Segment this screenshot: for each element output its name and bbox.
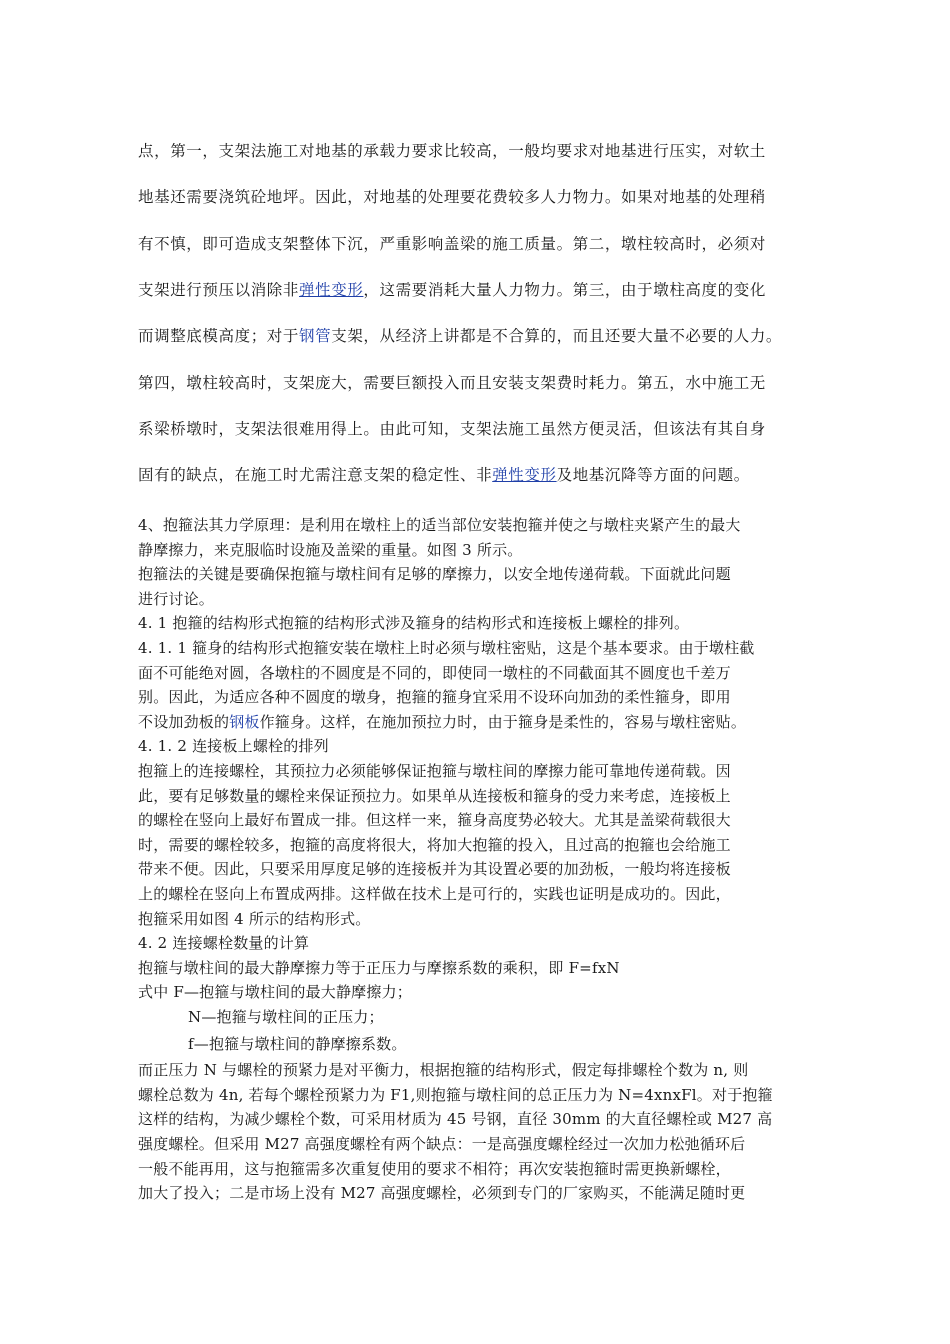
text-line (138, 514, 741, 535)
text-line (138, 1084, 773, 1105)
text-line (138, 588, 214, 609)
text-run: 时，需要的螺栓较多，抱箍的高度将很大，将加大抱箍的投入，且过高的抱箍也会给施工 (138, 835, 731, 854)
text-run: 这样的结构，为减少螺栓个数，可采用材质为 45 号钢，直径 30mm 的大直径螺栓或 M27 高 (138, 1110, 773, 1129)
text-line (138, 834, 731, 855)
text-line (138, 1133, 745, 1154)
text-run: 作箍身。这样，在施加预拉力时，由于箍身是柔性的，容易与墩柱密贴。 (259, 712, 747, 731)
text-run: 固有的缺点，在施工时尤需注意支架的稳定性、非 (138, 466, 493, 485)
text-line (188, 1006, 384, 1027)
text-line (138, 278, 766, 300)
text-line (138, 711, 746, 732)
text-run: 一般不能再用，这与抱箍需多次重复使用的要求不相符；再次安装抱箍时需更换新螺栓， (138, 1159, 731, 1178)
term-link[interactable]: 弹性变形 (492, 466, 557, 485)
text-line (138, 932, 309, 953)
text-run: N—抱箍与墩柱间的正压力； (188, 1008, 384, 1026)
text-line (138, 785, 731, 806)
text-line (138, 463, 750, 485)
text-line (138, 139, 766, 161)
text-line (138, 539, 522, 560)
text-run: 支架进行预压以消除非 (138, 280, 300, 299)
text-run: 4、抱箍法其力学原理：是利用在墩柱上的适当部位安装抱箍并使之与墩柱夹紧产生的最大 (138, 516, 741, 534)
text-run: 第四，墩柱较高时，支架庞大，需要巨额投入而且安装支架费时耗力。第五，水中施工无 (138, 373, 766, 392)
text-line (138, 735, 329, 756)
text-run: ，这需要消耗大量人力物力。第三，由于墩柱高度的变化 (363, 280, 766, 299)
text-run: 加大了投入；二是市场上没有 M27 高强度螺栓，必须到专门的厂家购买，不能满足随时更 (138, 1184, 746, 1203)
text-run: 螺栓总数为 4n, 若每个螺栓预紧力为 F1,则抱箍与墩柱间的总正压力为 N=4xnxFl。对于抱箍 (138, 1085, 773, 1104)
text-run: 上的螺栓在竖向上布置成两排。这样做在技术上是可行的，实践也证明是成功的。因此， (138, 885, 731, 903)
text-run: 4. 2 连接螺栓数量的计算 (138, 934, 310, 953)
text-run: 此，要有足够数量的螺栓来保证预拉力。如果单从连接板和箍身的受力来考虑，连接板上 (138, 786, 731, 805)
text-line (138, 883, 731, 904)
text-line (138, 809, 731, 830)
text-line (138, 686, 731, 707)
text-run: 强度螺栓。但采用 M27 高强度螺栓有两个缺点：一是高强度螺栓经过一次加力松弛循环后 (138, 1135, 746, 1153)
text-line (138, 232, 766, 254)
text-run: 支架，从经济上讲都是不合算的，而且还要大量不必要的人力。 (331, 327, 783, 346)
text-line (138, 371, 766, 393)
text-line (138, 612, 689, 633)
text-run: 式中 F—抱箍与墩柱间的最大静摩擦力； (138, 983, 412, 1002)
text-run: 地基还需要浇筑砼地坪。因此，对地基的处理要花费较多人力物力。如果对地基的处理稍 (138, 188, 766, 207)
text-run: 进行讨论。 (138, 589, 215, 608)
text-line (138, 1059, 748, 1080)
text-run: 抱箍与墩柱间的最大静摩擦力等于正压力与摩擦系数的乘积，即 F=fxN (138, 958, 620, 977)
term-keyword[interactable]: 钢板 (229, 712, 260, 731)
text-run: f—抱箍与墩柱间的静摩擦系数。 (188, 1034, 407, 1053)
text-run: 4. 1 抱箍的结构形式抱箍的结构形式涉及箍身的结构形式和连接板上螺栓的排列。 (138, 614, 690, 633)
text-line (188, 1033, 407, 1054)
text-line (138, 1108, 772, 1129)
text-run: 抱箍法的关键是要确保抱箍与墩柱间有足够的摩擦力，以安全地传递荷载。下面就此问题 (138, 565, 731, 584)
text-run: 4. 1. 2 连接板上螺栓的排列 (138, 737, 329, 756)
text-run: 抱箍上的连接螺栓，其预拉力必须能够保证抱箍与墩柱间的摩擦力能可靠地传递荷载。因 (138, 762, 731, 780)
text-line (138, 858, 731, 879)
text-line (138, 417, 766, 439)
text-line (138, 324, 782, 346)
text-run: 的螺栓在竖向上最好布置成一排。但这样一来，箍身高度势必较大。尤其是盖梁荷载很大 (138, 811, 731, 830)
text-run: 而正压力 N 与螺栓的预紧力是对平衡力，根据抱箍的结构形式，假定每排螺栓个数为 n, 则 (138, 1061, 749, 1080)
text-run: 系梁桥墩时，支架法很难用得上。由此可知，支架法施工虽然方便灵活，但该法有其自身 (138, 419, 766, 438)
text-line (138, 981, 412, 1002)
term-link[interactable]: 弹性变形 (299, 280, 364, 299)
text-line (138, 662, 731, 683)
text-run: 有不慎，即可造成支架整体下沉，严重影响盖梁的施工质量。第二，墩柱较高时，必须对 (138, 234, 766, 253)
text-run: 及地基沉降等方面的问题。 (556, 466, 750, 485)
text-run: 别。因此，为适应各种不圆度的墩身，抱箍的箍身宜采用不设环向加劲的柔性箍身，即用 (138, 688, 731, 707)
text-run: 4. 1. 1 箍身的结构形式抱箍安装在墩柱上时必须与墩柱密贴，这是个基本要求。由于墩柱截 (138, 639, 755, 657)
text-line (138, 1158, 731, 1179)
text-line (138, 185, 766, 207)
text-line (138, 957, 620, 978)
text-line (138, 1182, 745, 1203)
term-keyword[interactable]: 钢管 (299, 327, 332, 346)
text-run: 抱箍采用如图 4 所示的结构形式。 (138, 909, 371, 928)
text-run: 静摩擦力，来克服临时设施及盖梁的重量。如图 3 所示。 (138, 540, 523, 559)
text-run: 点，第一，支架法施工对地基的承载力要求比较高，一般均要求对地基进行压实，对软土 (138, 142, 766, 160)
text-run: 面不可能绝对圆，各墩柱的不圆度是不同的，即使同一墩柱的不同截面其不圆度也千差万 (138, 663, 731, 682)
text-line (138, 760, 731, 781)
text-line (138, 908, 370, 929)
text-line (138, 563, 731, 584)
text-run: 不设加劲板的 (138, 712, 230, 731)
text-run: 而调整底模高度；对于 (138, 327, 300, 346)
text-line (138, 637, 754, 658)
text-run: 带来不便。因此，只要采用厚度足够的连接板并为其设置必要的加劲板，一般均将连接板 (138, 860, 731, 879)
